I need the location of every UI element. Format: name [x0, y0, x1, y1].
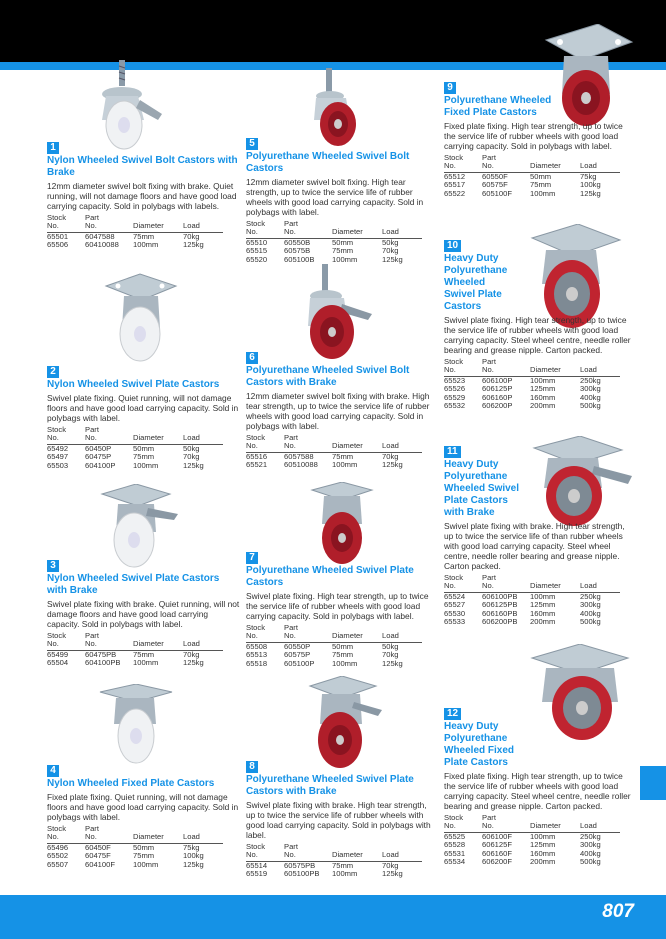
product-item-3 — [47, 560, 242, 668]
item-description: 12mm diameter swivel bolt fixing with brake. High tear strength, up to twice the service life of rubber wheels with good load carrying capacity. Sold in polybags with label. — [246, 391, 430, 431]
table-row — [246, 256, 422, 264]
spec-table — [444, 154, 620, 198]
part-cell: 60450F — [85, 842, 111, 852]
diameter-cell: 100mm — [530, 831, 556, 841]
diameter-cell: 50mm — [332, 237, 354, 247]
part-cell: 60575B — [284, 246, 311, 256]
part-cell: 60410088 — [85, 240, 119, 250]
col-header-diameter: Diameter — [530, 154, 580, 172]
diameter-cell: 100mm — [332, 869, 358, 879]
product-item-6 — [246, 352, 436, 470]
load-cell: 50kg — [183, 443, 200, 453]
load-cell: 70kg — [183, 649, 200, 659]
diameter-cell: 100mm — [133, 658, 159, 668]
product-item-2 — [47, 366, 242, 470]
col-header-stock: Stock No. — [246, 434, 284, 452]
part-cell: 60575P — [284, 650, 311, 660]
part-cell: 6047588 — [85, 231, 115, 241]
part-cell: 605100PB — [284, 869, 320, 879]
product-item-11 — [444, 446, 634, 626]
table-row — [444, 618, 620, 626]
castor-image-4 — [92, 684, 178, 768]
diameter-cell: 160mm — [530, 848, 556, 858]
spec-table — [47, 632, 223, 668]
product-item-10 — [444, 240, 634, 410]
col-header-stock: Stock No. — [47, 632, 85, 650]
col-header-diameter: Diameter — [530, 358, 580, 376]
section-side-tab — [640, 766, 666, 800]
col-header-stock: Stock No. — [444, 358, 482, 376]
col-header-part: Part No. — [85, 214, 133, 232]
load-cell: 70kg — [382, 860, 399, 870]
col-header-diameter: Diameter — [332, 843, 382, 861]
part-cell: 6057588 — [284, 451, 314, 461]
product-item-9 — [444, 82, 634, 198]
table-row — [246, 461, 422, 469]
part-cell: 606100P — [482, 375, 513, 385]
load-cell: 125kg — [382, 658, 403, 668]
diameter-cell: 100mm — [133, 240, 159, 250]
col-header-part: Part No. — [85, 632, 133, 650]
load-cell: 70kg — [183, 452, 200, 462]
part-cell: 606200F — [482, 857, 512, 867]
spec-table — [444, 814, 620, 866]
item-number-badge: 2 — [47, 366, 59, 378]
col-header-diameter: Diameter — [530, 814, 580, 832]
part-cell: 60475F — [85, 851, 111, 861]
stock-cell: 65531 — [444, 848, 466, 858]
stock-cell: 65501 — [47, 231, 69, 241]
col-header-diameter: Diameter — [133, 214, 183, 232]
stock-cell: 65507 — [47, 859, 69, 869]
part-cell: 605100P — [284, 658, 315, 668]
col-header-stock: Stock No. — [444, 574, 482, 592]
item-title: Nylon Wheeled Swivel Bolt Castors with Brake — [47, 155, 238, 178]
col-header-load: Load — [580, 358, 620, 376]
item-title: Polyurethane Wheeled Fixed Plate Castors — [444, 95, 552, 118]
stock-cell: 65510 — [246, 237, 268, 247]
stock-cell: 65514 — [246, 860, 268, 870]
col-header-diameter: Diameter — [133, 825, 183, 843]
load-cell: 125kg — [183, 859, 204, 869]
diameter-cell: 100mm — [530, 591, 556, 601]
item-number-badge: 7 — [246, 552, 258, 564]
col-header-part: Part No. — [482, 574, 530, 592]
item-description: Swivel plate fixing with brake. High tear strength, up to twice the service life of than rubber wheels with good load carrying capacity. Steel wheel centre, needle roller bearing and grease nipple. Carton packed. — [444, 521, 625, 571]
bottom-footer-bar — [0, 895, 666, 939]
stock-cell: 65503 — [47, 460, 69, 470]
load-cell: 75kg — [580, 171, 597, 181]
col-header-load: Load — [580, 154, 620, 172]
col-header-load: Load — [183, 632, 223, 650]
castor-image-8 — [300, 676, 384, 772]
spec-table — [47, 825, 223, 869]
table-row — [246, 660, 422, 668]
item-description: Swivel plate fixing. High tear strength, up to twice the service life of rubber wheels with good load carrying capacity. Steel wheel centre, needle roller bearing and grease nipple. Carton packed. — [444, 315, 631, 355]
col-header-stock: Stock No. — [246, 220, 284, 238]
castor-image-3 — [92, 484, 184, 572]
product-item-8 — [246, 761, 436, 879]
col-header-load: Load — [382, 220, 422, 238]
load-cell: 400kg — [580, 608, 601, 618]
diameter-cell: 200mm — [530, 617, 556, 627]
stock-cell: 65502 — [47, 851, 69, 861]
part-cell: 60550F — [482, 171, 508, 181]
product-item-4 — [47, 765, 242, 869]
item-description: Swivel plate fixing. High tear strength, up to twice the service life of rubber wheels with good load carrying capacity. Sold in polybags with label. — [246, 591, 429, 621]
col-header-diameter: Diameter — [133, 426, 183, 444]
item-number-badge: 11 — [444, 446, 461, 458]
load-cell: 100kg — [183, 851, 204, 861]
col-header-part: Part No. — [482, 358, 530, 376]
item-number-badge: 12 — [444, 708, 461, 720]
stock-cell: 65533 — [444, 617, 466, 627]
item-description: Fixed plate fixing. High tear strength, up to twice the service life of rubber wheels with good load carrying capacity. Sold in polybags with label. — [444, 121, 623, 151]
spec-table — [246, 624, 422, 668]
diameter-cell: 125mm — [530, 384, 556, 394]
load-cell: 125kg — [183, 658, 204, 668]
item-number-badge: 6 — [246, 352, 258, 364]
part-cell: 606200PB — [482, 617, 518, 627]
diameter-cell: 160mm — [530, 392, 556, 402]
col-header-part: Part No. — [284, 843, 332, 861]
item-description: 12mm diameter swivel bolt fixing. High tear strength, up to twice the service life of rubber wheels with good load carrying capacity. Sold in polybags with label. — [246, 177, 424, 217]
part-cell: 604100PB — [85, 658, 121, 668]
load-cell: 70kg — [382, 451, 399, 461]
product-item-7 — [246, 552, 436, 668]
item-description: Swivel plate fixing with brake. Quiet running, will not damage floors and have good load carrying capacity. Sold in polybags with label. — [47, 599, 240, 629]
load-cell: 400kg — [580, 848, 601, 858]
table-row — [47, 861, 223, 869]
stock-cell: 65534 — [444, 857, 466, 867]
diameter-cell: 75mm — [133, 851, 155, 861]
item-title: Nylon Wheeled Swivel Plate Castors — [47, 379, 220, 390]
col-header-load: Load — [382, 624, 422, 642]
part-cell: 606100PB — [482, 591, 518, 601]
table-row — [246, 870, 422, 878]
item-title: Nylon Wheeled Swivel Plate Castors with Brake — [47, 573, 220, 596]
col-header-load: Load — [382, 434, 422, 452]
col-header-diameter: Diameter — [332, 434, 382, 452]
stock-cell: 65527 — [444, 600, 466, 610]
load-cell: 125kg — [580, 188, 601, 198]
table-row — [444, 190, 620, 198]
part-cell: 60575F — [482, 180, 508, 190]
product-item-5 — [246, 138, 436, 264]
part-cell: 60550B — [284, 237, 311, 247]
spec-table — [444, 358, 620, 410]
table-row — [444, 858, 620, 866]
stock-cell: 65529 — [444, 392, 466, 402]
stock-cell: 65530 — [444, 608, 466, 618]
diameter-cell: 75mm — [332, 451, 354, 461]
load-cell: 125kg — [183, 240, 204, 250]
col-header-load: Load — [580, 814, 620, 832]
item-number-badge: 8 — [246, 761, 258, 773]
col-header-part: Part No. — [85, 426, 133, 444]
diameter-cell: 100mm — [530, 375, 556, 385]
part-cell: 606160F — [482, 848, 512, 858]
col-header-load: Load — [183, 214, 223, 232]
item-description: Swivel plate fixing with brake. High tear strength, up to twice the service life of rubber wheels with good load carrying capacity. Sold in polybags with label. — [246, 800, 431, 840]
part-cell: 606200P — [482, 401, 513, 411]
item-number-badge: 9 — [444, 82, 456, 94]
part-cell: 604100P — [85, 460, 116, 470]
part-cell: 606125P — [482, 384, 513, 394]
item-title: Polyurethane Wheeled Swivel Plate Castors — [246, 565, 414, 588]
stock-cell: 65528 — [444, 840, 466, 850]
diameter-cell: 75mm — [332, 860, 354, 870]
stock-cell: 65496 — [47, 842, 69, 852]
table-row — [47, 659, 223, 667]
col-header-load: Load — [382, 843, 422, 861]
col-header-part: Part No. — [85, 825, 133, 843]
diameter-cell: 125mm — [530, 600, 556, 610]
diameter-cell: 50mm — [133, 842, 155, 852]
part-cell: 60450P — [85, 443, 112, 453]
page-number: 807 — [602, 901, 634, 922]
load-cell: 125kg — [382, 254, 403, 264]
part-cell: 60475PB — [85, 649, 117, 659]
diameter-cell: 100mm — [133, 859, 159, 869]
load-cell: 250kg — [580, 375, 601, 385]
stock-cell: 65524 — [444, 591, 466, 601]
load-cell: 75kg — [183, 842, 200, 852]
load-cell: 100kg — [580, 180, 601, 190]
col-header-part: Part No. — [284, 434, 332, 452]
diameter-cell: 75mm — [332, 650, 354, 660]
col-header-stock: Stock No. — [444, 814, 482, 832]
part-cell: 606100F — [482, 831, 512, 841]
diameter-cell: 100mm — [332, 658, 358, 668]
item-description: Fixed plate fixing. High tear strength, up to twice the service life of rubber wheels with good load carrying capacity. Steel wheel centre, needle roller bearing and grease nipple. Carton packed. — [444, 771, 631, 811]
item-title: Heavy Duty Polyurethane Wheeled Fixed Plate Castors — [444, 721, 515, 768]
col-header-load: Load — [183, 426, 223, 444]
item-number-badge: 5 — [246, 138, 258, 150]
load-cell: 50kg — [382, 641, 399, 651]
castor-image-1 — [92, 60, 172, 152]
load-cell: 250kg — [580, 831, 601, 841]
diameter-cell: 75mm — [133, 649, 155, 659]
part-cell: 60510088 — [284, 460, 318, 470]
spec-table — [444, 574, 620, 626]
item-number-badge: 4 — [47, 765, 59, 777]
diameter-cell: 160mm — [530, 608, 556, 618]
item-title: Polyurethane Wheeled Swivel Plate Castors with Brake — [246, 774, 414, 797]
spec-table — [246, 220, 422, 264]
castor-image-2 — [96, 272, 182, 366]
load-cell: 300kg — [580, 600, 601, 610]
stock-cell: 65519 — [246, 869, 268, 879]
part-cell: 606160PB — [482, 608, 518, 618]
load-cell: 300kg — [580, 384, 601, 394]
stock-cell: 65521 — [246, 460, 268, 470]
diameter-cell: 50mm — [133, 443, 155, 453]
stock-cell: 65515 — [246, 246, 268, 256]
load-cell: 500kg — [580, 857, 601, 867]
col-header-stock: Stock No. — [444, 154, 482, 172]
diameter-cell: 100mm — [332, 254, 358, 264]
diameter-cell: 75mm — [530, 180, 552, 190]
load-cell: 125kg — [183, 460, 204, 470]
col-header-load: Load — [183, 825, 223, 843]
load-cell: 70kg — [183, 231, 200, 241]
col-header-part: Part No. — [482, 814, 530, 832]
spec-table — [246, 843, 422, 879]
item-description: Swivel plate fixing. Quiet running, will not damage floors and have good load carrying capacity. Sold in polybags with label. — [47, 393, 239, 423]
item-description: 12mm diameter swivel bolt fixing with brake. Quiet running, will not damage floors and have good load carrying capacity. Sold in polybags with labels. — [47, 181, 237, 211]
stock-cell: 65499 — [47, 649, 69, 659]
item-description: Fixed plate fixing. Quiet running, will not damage floors and have good load carrying capacity. Sold in polybags with label. — [47, 792, 239, 822]
part-cell: 605100F — [482, 188, 512, 198]
col-header-diameter: Diameter — [133, 632, 183, 650]
part-cell: 60550P — [284, 641, 311, 651]
load-cell: 70kg — [382, 246, 399, 256]
diameter-cell: 50mm — [530, 171, 552, 181]
stock-cell: 65518 — [246, 658, 268, 668]
load-cell: 500kg — [580, 617, 601, 627]
diameter-cell: 75mm — [133, 452, 155, 462]
castor-image-6 — [296, 264, 386, 362]
stock-cell: 65504 — [47, 658, 69, 668]
stock-cell: 65525 — [444, 831, 466, 841]
col-header-diameter: Diameter — [530, 574, 580, 592]
item-title: Polyurethane Wheeled Swivel Bolt Castors — [246, 151, 410, 174]
stock-cell: 65526 — [444, 384, 466, 394]
col-header-part: Part No. — [284, 220, 332, 238]
load-cell: 300kg — [580, 840, 601, 850]
load-cell: 125kg — [382, 869, 403, 879]
stock-cell: 65492 — [47, 443, 69, 453]
part-cell: 605100B — [284, 254, 315, 264]
item-number-badge: 3 — [47, 560, 59, 572]
diameter-cell: 100mm — [530, 188, 556, 198]
part-cell: 606125F — [482, 840, 512, 850]
stock-cell: 65523 — [444, 375, 466, 385]
item-title: Polyurethane Wheeled Swivel Bolt Castors with Brake — [246, 365, 410, 388]
stock-cell: 65520 — [246, 254, 268, 264]
diameter-cell: 75mm — [332, 246, 354, 256]
col-header-part: Part No. — [482, 154, 530, 172]
item-title: Heavy Duty Polyurethane Wheeled Swivel Plate Castors with Brake — [444, 459, 520, 518]
stock-cell: 65513 — [246, 650, 268, 660]
col-header-diameter: Diameter — [332, 220, 382, 238]
diameter-cell: 75mm — [133, 231, 155, 241]
part-cell: 604100F — [85, 859, 115, 869]
load-cell: 400kg — [580, 392, 601, 402]
col-header-stock: Stock No. — [246, 624, 284, 642]
col-header-stock: Stock No. — [47, 426, 85, 444]
diameter-cell: 200mm — [530, 401, 556, 411]
load-cell: 250kg — [580, 591, 601, 601]
col-header-diameter: Diameter — [332, 624, 382, 642]
part-cell: 60475P — [85, 452, 112, 462]
stock-cell: 65522 — [444, 188, 466, 198]
stock-cell: 65517 — [444, 180, 466, 190]
part-cell: 606125PB — [482, 600, 518, 610]
load-cell: 500kg — [580, 401, 601, 411]
stock-cell: 65512 — [444, 171, 466, 181]
stock-cell: 65497 — [47, 452, 69, 462]
stock-cell: 65516 — [246, 451, 268, 461]
load-cell: 50kg — [382, 237, 399, 247]
item-title: Nylon Wheeled Fixed Plate Castors — [47, 778, 215, 789]
product-item-1 — [47, 142, 242, 250]
part-cell: 60575PB — [284, 860, 316, 870]
diameter-cell: 100mm — [133, 460, 159, 470]
table-row — [47, 241, 223, 249]
col-header-stock: Stock No. — [47, 825, 85, 843]
col-header-load: Load — [580, 574, 620, 592]
col-header-part: Part No. — [284, 624, 332, 642]
spec-table — [47, 214, 223, 250]
table-row — [444, 402, 620, 410]
load-cell: 70kg — [382, 650, 399, 660]
diameter-cell: 200mm — [530, 857, 556, 867]
col-header-stock: Stock No. — [246, 843, 284, 861]
diameter-cell: 100mm — [332, 460, 358, 470]
item-number-badge: 10 — [444, 240, 461, 252]
stock-cell: 65506 — [47, 240, 69, 250]
spec-table — [47, 426, 223, 470]
product-item-12 — [444, 708, 634, 866]
load-cell: 125kg — [382, 460, 403, 470]
diameter-cell: 125mm — [530, 840, 556, 850]
item-number-badge: 1 — [47, 142, 59, 154]
diameter-cell: 50mm — [332, 641, 354, 651]
stock-cell: 65532 — [444, 401, 466, 411]
table-row — [47, 462, 223, 470]
part-cell: 606160P — [482, 392, 513, 402]
stock-cell: 65508 — [246, 641, 268, 651]
col-header-stock: Stock No. — [47, 214, 85, 232]
spec-table — [246, 434, 422, 470]
item-title: Heavy Duty Polyurethane Wheeled Swivel Plate Castors — [444, 253, 508, 312]
